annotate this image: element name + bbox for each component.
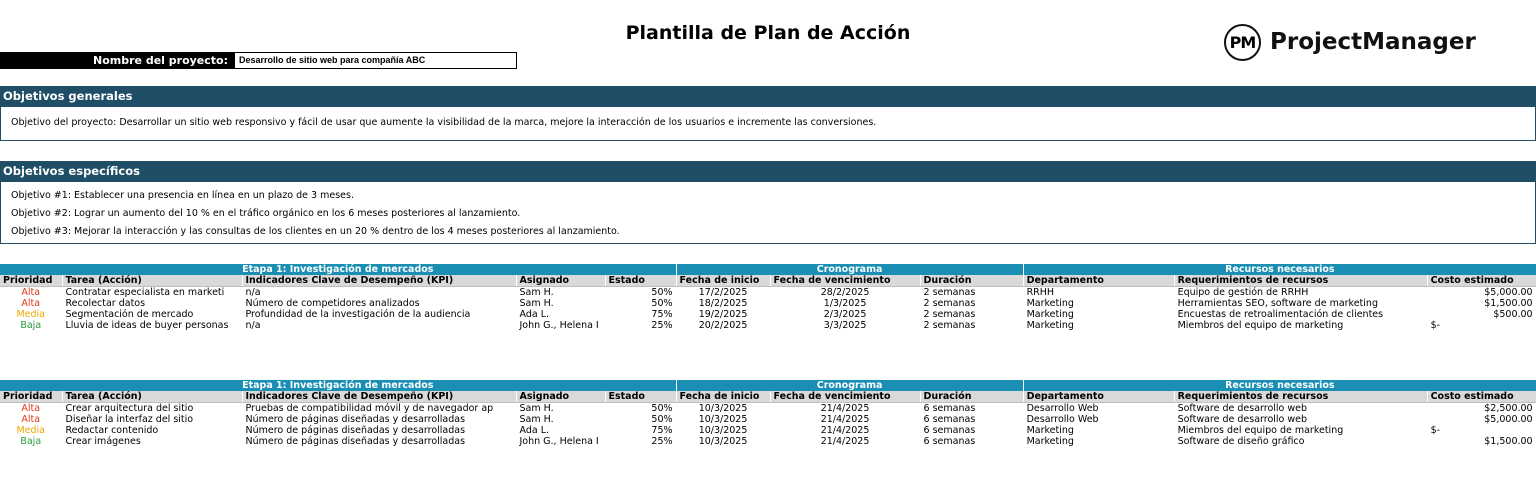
- col-cost: Costo estimado: [1427, 391, 1536, 403]
- cell-duration[interactable]: 6 semanas: [920, 403, 1023, 415]
- cell-cost[interactable]: $5,000.00: [1427, 287, 1536, 299]
- col-kpi: Indicadores Clave de Desempeño (KPI): [242, 391, 516, 403]
- cell-assigned[interactable]: Sam H.: [516, 287, 605, 299]
- col-assigned: Asignado: [516, 275, 605, 287]
- cell-duration[interactable]: 2 semanas: [920, 309, 1023, 320]
- cell-kpi[interactable]: Número de páginas diseñadas y desarrolladas: [242, 414, 516, 425]
- specific-objective-2[interactable]: Objetivo #2: Lograr un aumento del 10 % en el tráfico orgánico en los 6 meses posteriores al lanzamiento.: [11, 208, 521, 219]
- cell-start[interactable]: 10/3/2025: [676, 425, 770, 436]
- cell-status[interactable]: 50%: [605, 287, 676, 299]
- table-row: [0, 298, 1536, 309]
- cell-priority[interactable]: Alta: [0, 414, 62, 425]
- cell-start[interactable]: 10/3/2025: [676, 403, 770, 415]
- col-task: Tarea (Acción): [62, 391, 242, 403]
- cell-start[interactable]: 20/2/2025: [676, 320, 770, 331]
- cell-cost[interactable]: $1,500.00: [1427, 436, 1536, 447]
- band-schedule: Cronograma: [676, 264, 1023, 275]
- col-start: Fecha de inicio: [676, 275, 770, 287]
- cell-status[interactable]: 75%: [605, 425, 676, 436]
- general-objectives-box: [0, 107, 1536, 141]
- cell-status[interactable]: 25%: [605, 436, 676, 447]
- col-resources: Requerimientos de recursos: [1174, 391, 1427, 403]
- cell-resources[interactable]: Miembros del equipo de marketing: [1174, 425, 1427, 436]
- project-name-label: Nombre del proyecto:: [0, 52, 234, 69]
- cell-assigned[interactable]: Ada L.: [516, 425, 605, 436]
- table-row: [0, 287, 1536, 299]
- cell-dept[interactable]: Marketing: [1023, 309, 1174, 320]
- cell-due[interactable]: 21/4/2025: [770, 436, 920, 447]
- cell-due[interactable]: 21/4/2025: [770, 414, 920, 425]
- cell-status[interactable]: 50%: [605, 414, 676, 425]
- band-schedule: Cronograma: [676, 380, 1023, 391]
- cell-resources[interactable]: Encuestas de retroalimentación de clientes: [1174, 309, 1427, 320]
- cell-dept[interactable]: Marketing: [1023, 320, 1174, 331]
- cell-kpi[interactable]: Número de páginas diseñadas y desarrolladas: [242, 425, 516, 436]
- cell-start[interactable]: 19/2/2025: [676, 309, 770, 320]
- cell-cost[interactable]: $-: [1427, 320, 1536, 331]
- cell-priority[interactable]: Alta: [0, 403, 62, 415]
- specific-objectives-box: [0, 182, 1536, 244]
- cell-priority[interactable]: Alta: [0, 298, 62, 309]
- table-row: [0, 403, 1536, 415]
- cell-duration[interactable]: 6 semanas: [920, 436, 1023, 447]
- col-status: Estado: [605, 391, 676, 403]
- cell-task[interactable]: Contratar especialista en marketi: [62, 287, 242, 299]
- col-assigned: Asignado: [516, 391, 605, 403]
- table-row: [0, 320, 1536, 331]
- cell-kpi[interactable]: Número de páginas diseñadas y desarrolladas: [242, 436, 516, 447]
- cell-due[interactable]: 28/2/2025: [770, 287, 920, 299]
- cell-priority[interactable]: Baja: [0, 436, 62, 447]
- cell-resources[interactable]: Software de diseño gráfico: [1174, 436, 1427, 447]
- cell-resources[interactable]: Miembros del equipo de marketing: [1174, 320, 1427, 331]
- specific-objectives-heading: Objetivos específicos: [0, 161, 1536, 182]
- cell-priority[interactable]: Media: [0, 309, 62, 320]
- cell-cost[interactable]: $-: [1427, 425, 1536, 436]
- cell-dept[interactable]: Marketing: [1023, 298, 1174, 309]
- cell-due[interactable]: 21/4/2025: [770, 425, 920, 436]
- band-resources: Recursos necesarios: [1023, 264, 1536, 275]
- cell-due[interactable]: 2/3/2025: [770, 309, 920, 320]
- cell-assigned[interactable]: Sam H.: [516, 403, 605, 415]
- col-resources: Requerimientos de recursos: [1174, 275, 1427, 287]
- cell-dept[interactable]: Desarrollo Web: [1023, 403, 1174, 415]
- cell-task[interactable]: Diseñar la interfaz del sitio: [62, 414, 242, 425]
- cell-duration[interactable]: 6 semanas: [920, 414, 1023, 425]
- cell-cost[interactable]: $5,000.00: [1427, 414, 1536, 425]
- cell-dept[interactable]: Desarrollo Web: [1023, 414, 1174, 425]
- cell-task[interactable]: Recolectar datos: [62, 298, 242, 309]
- col-status: Estado: [605, 275, 676, 287]
- cell-task[interactable]: Lluvia de ideas de buyer personas: [62, 320, 242, 331]
- table-row: [0, 414, 1536, 425]
- col-task: Tarea (Acción): [62, 275, 242, 287]
- cell-priority[interactable]: Alta: [0, 287, 62, 299]
- cell-duration[interactable]: 2 semanas: [920, 287, 1023, 299]
- cell-assigned[interactable]: Ada L.: [516, 309, 605, 320]
- band-resources: Recursos necesarios: [1023, 380, 1536, 391]
- col-due: Fecha de vencimiento: [770, 391, 920, 403]
- cell-kpi[interactable]: Profundidad de la investigación de la audiencia: [242, 309, 516, 320]
- specific-objective-1[interactable]: Objetivo #1: Establecer una presencia en línea en un plazo de 3 meses.: [11, 190, 354, 201]
- cell-dept[interactable]: Marketing: [1023, 425, 1174, 436]
- band-stage: Etapa 1: Investigación de mercados: [0, 264, 676, 275]
- col-priority: Prioridad: [0, 391, 62, 403]
- col-due: Fecha de vencimiento: [770, 275, 920, 287]
- cell-due[interactable]: 3/3/2025: [770, 320, 920, 331]
- cell-start[interactable]: 17/2/2025: [676, 287, 770, 299]
- table-header-row: [0, 275, 1536, 287]
- table-band-row: [0, 264, 1536, 275]
- page-title: Plantilla de Plan de Acción: [625, 22, 911, 44]
- logo-mark-icon: PM: [1224, 24, 1261, 61]
- project-name-field[interactable]: Desarrollo de sitio web para compañía ABC: [234, 52, 517, 69]
- cell-due[interactable]: 1/3/2025: [770, 298, 920, 309]
- action-plan-table-1: [0, 264, 1536, 331]
- logo-text: ProjectManager: [1270, 29, 1476, 55]
- cell-due[interactable]: 21/4/2025: [770, 403, 920, 415]
- cell-assigned[interactable]: John G., Helena I: [516, 320, 605, 331]
- table-row: [0, 425, 1536, 436]
- table-band-row: [0, 380, 1536, 391]
- cell-kpi[interactable]: n/a: [242, 320, 516, 331]
- action-plan-table-2: [0, 380, 1536, 447]
- cell-status[interactable]: 75%: [605, 309, 676, 320]
- cell-start[interactable]: 10/3/2025: [676, 414, 770, 425]
- col-duration: Duración: [920, 391, 1023, 403]
- cell-task[interactable]: Crear imágenes: [62, 436, 242, 447]
- cell-status[interactable]: 50%: [605, 298, 676, 309]
- band-stage: Etapa 1: Investigación de mercados: [0, 380, 676, 391]
- table-header-row: [0, 391, 1536, 403]
- cell-duration[interactable]: 2 semanas: [920, 320, 1023, 331]
- cell-task[interactable]: Crear arquitectura del sitio: [62, 403, 242, 415]
- cell-task[interactable]: Redactar contenido: [62, 425, 242, 436]
- col-cost: Costo estimado: [1427, 275, 1536, 287]
- col-kpi: Indicadores Clave de Desempeño (KPI): [242, 275, 516, 287]
- general-objectives-heading: Objetivos generales: [0, 86, 1536, 107]
- cell-duration[interactable]: 6 semanas: [920, 425, 1023, 436]
- cell-kpi[interactable]: n/a: [242, 287, 516, 299]
- col-start: Fecha de inicio: [676, 391, 770, 403]
- table-row: [0, 436, 1536, 447]
- brand-logo: [1224, 22, 1476, 62]
- col-duration: Duración: [920, 275, 1023, 287]
- cell-resources[interactable]: Software de desarrollo web: [1174, 414, 1427, 425]
- cell-kpi[interactable]: Pruebas de compatibilidad móvil y de navegador ap: [242, 403, 516, 415]
- col-dept: Departamento: [1023, 391, 1174, 403]
- cell-cost[interactable]: $500.00: [1427, 309, 1536, 320]
- cell-cost[interactable]: $2,500.00: [1427, 403, 1536, 415]
- specific-objective-3[interactable]: Objetivo #3: Mejorar la interacción y las consultas de los clientes en un 20 % dentro de los 4 meses posteriores al lanzamiento.: [11, 226, 620, 237]
- cell-start[interactable]: 10/3/2025: [676, 436, 770, 447]
- cell-priority[interactable]: Baja: [0, 320, 62, 331]
- cell-kpi[interactable]: Número de competidores analizados: [242, 298, 516, 309]
- cell-assigned[interactable]: Sam H.: [516, 414, 605, 425]
- col-priority: Prioridad: [0, 275, 62, 287]
- cell-status[interactable]: 25%: [605, 320, 676, 331]
- cell-start[interactable]: 18/2/2025: [676, 298, 770, 309]
- cell-duration[interactable]: 2 semanas: [920, 298, 1023, 309]
- cell-cost[interactable]: $1,500.00: [1427, 298, 1536, 309]
- cell-resources[interactable]: Equipo de gestión de RRHH: [1174, 287, 1427, 299]
- col-dept: Departamento: [1023, 275, 1174, 287]
- cell-assigned[interactable]: John G., Helena I: [516, 436, 605, 447]
- general-objective-text[interactable]: Objetivo del proyecto: Desarrollar un sitio web responsivo y fácil de usar que aumente la visibilidad de la marca, mejore la interacción de los usuarios e incremente las conversiones.: [11, 117, 877, 128]
- cell-task[interactable]: Segmentación de mercado: [62, 309, 242, 320]
- cell-dept[interactable]: RRHH: [1023, 287, 1174, 299]
- cell-resources[interactable]: Software de desarrollo web: [1174, 403, 1427, 415]
- cell-priority[interactable]: Media: [0, 425, 62, 436]
- cell-status[interactable]: 50%: [605, 403, 676, 415]
- table-row: [0, 309, 1536, 320]
- cell-assigned[interactable]: Sam H.: [516, 298, 605, 309]
- cell-dept[interactable]: Marketing: [1023, 436, 1174, 447]
- cell-resources[interactable]: Herramientas SEO, software de marketing: [1174, 298, 1427, 309]
